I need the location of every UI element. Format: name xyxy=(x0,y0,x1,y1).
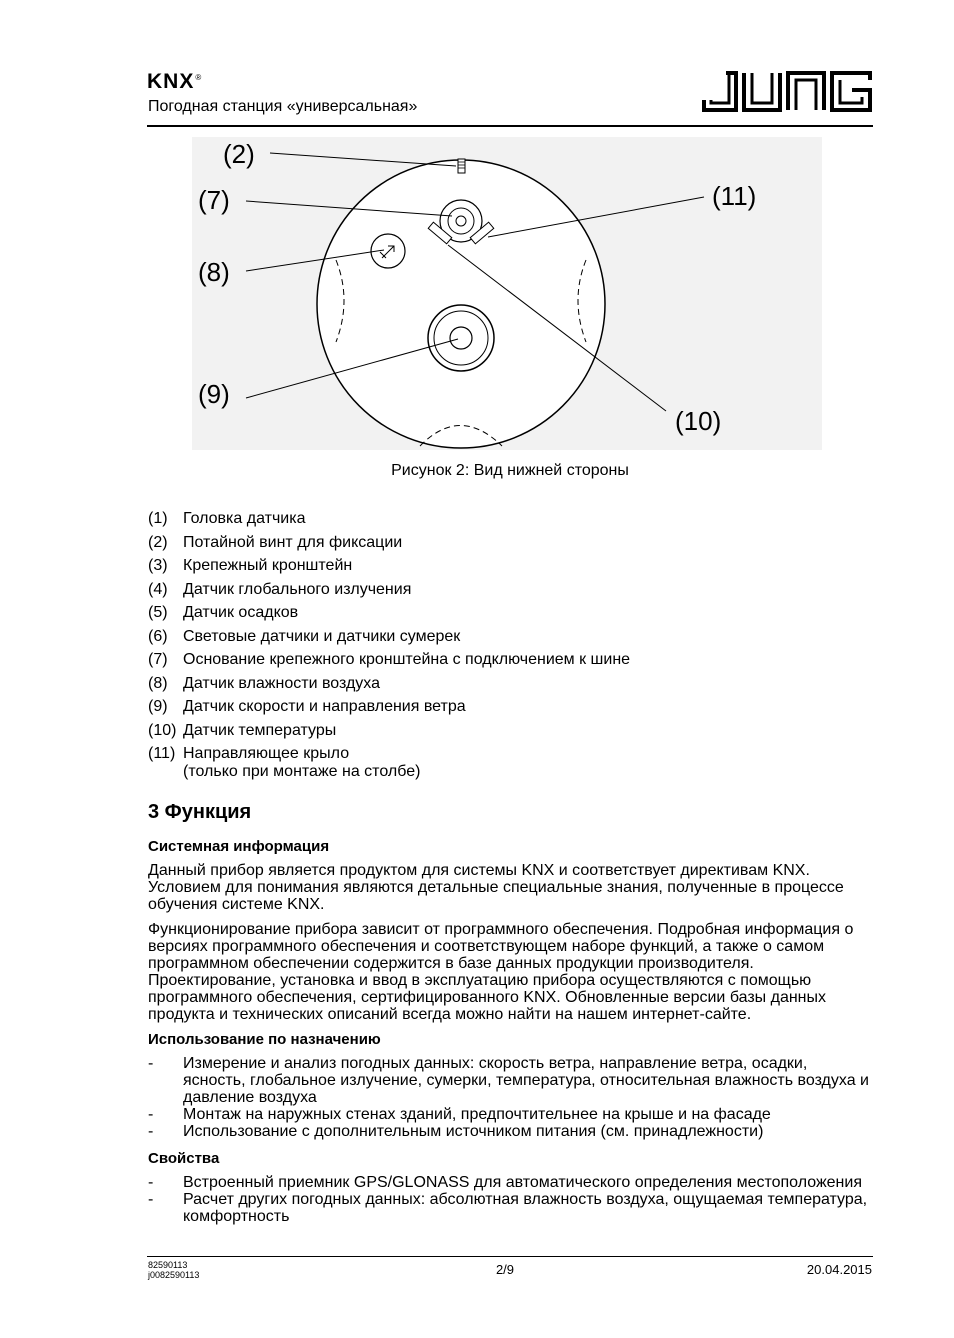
legend-item xyxy=(148,557,868,575)
legend-item xyxy=(148,510,868,528)
legend-item xyxy=(148,628,868,646)
footer-date: 20.04.2015 xyxy=(806,1262,872,1277)
page-number: 2/9 xyxy=(495,1262,515,1277)
legend-number: (3) xyxy=(148,557,168,574)
legend-text: Датчик глобального излучения xyxy=(183,580,412,598)
section-title: 3 Функция xyxy=(148,801,252,823)
legend-item xyxy=(148,698,868,716)
legend-text: Направляющее крыло (только при монтаже на столбе) xyxy=(183,745,421,780)
sysinfo-paragraph-2: Функционирование прибора зависит от программного обеспечения. Подробная информация о версиях программного обеспечения и соответствующем наборе функций, а также о самом программном обеспечении содержится в базе данных продукции производителя. Проектирование, установка и ввод в эксплуатацию прибора осуществляются с помощью программного обеспечения, сертифицированного KNX. Обновленные версии базы данных продукта и технических описаний всегда можно найти на нашем интернет-сайте. xyxy=(148,921,854,1023)
page-header-title: Погодная станция «универсальная» xyxy=(148,98,418,115)
legend-number: (2) xyxy=(148,533,168,551)
set-screw xyxy=(458,159,465,173)
leader-2 xyxy=(270,153,456,166)
properties-list-item xyxy=(148,1174,870,1191)
callout-7: (7) xyxy=(198,185,230,215)
usage-list xyxy=(148,1055,870,1140)
legend-item xyxy=(148,604,868,622)
footer-divider xyxy=(147,1256,873,1257)
sysinfo-heading: Системная информация xyxy=(148,838,330,855)
legend-item xyxy=(148,722,868,740)
callout-9: (9) xyxy=(198,379,230,409)
legend-item xyxy=(148,651,868,669)
legend-number: (10) xyxy=(148,721,177,739)
bullet-text: Расчет других погодных данных: абсолютная влажность воздуха, ощущаемая температура, комфортность xyxy=(183,1191,868,1225)
bullet-text: Встроенный приемник GPS/GLONASS для автоматического определения местоположения xyxy=(183,1174,862,1191)
bullet-dash: - xyxy=(148,1123,154,1140)
legend-text: Датчик осадков xyxy=(183,604,299,621)
callout-10: (10) xyxy=(675,406,722,436)
parts-legend xyxy=(148,510,868,787)
section-function xyxy=(148,800,870,1235)
usage-list-item xyxy=(148,1106,870,1123)
legend-text: Основание крепежного кронштейна с подключением к шине xyxy=(183,651,631,668)
legend-number: (7) xyxy=(148,651,168,668)
legend-text: Потайной винт для фиксации xyxy=(183,533,403,551)
bullet-dash: - xyxy=(148,1055,154,1072)
callout-2: (2) xyxy=(223,139,255,169)
usage-list-item xyxy=(148,1055,870,1106)
legend-number: (5) xyxy=(148,604,168,621)
legend-text: Датчик температуры xyxy=(183,721,337,739)
legend-item xyxy=(148,745,868,781)
properties-list-item xyxy=(148,1191,870,1225)
properties-list xyxy=(148,1174,870,1225)
bullet-text: Использование с дополнительным источником питания (см. принадлежности) xyxy=(183,1123,764,1140)
usage-heading: Использование по назначению xyxy=(148,1031,381,1048)
legend-item xyxy=(148,581,868,599)
usage-list-item xyxy=(148,1123,870,1140)
properties-heading: Свойства xyxy=(148,1150,220,1167)
knx-label: KNX xyxy=(147,70,195,93)
legend-item xyxy=(148,534,868,552)
figure-caption: Рисунок 2: Вид нижней стороны xyxy=(391,462,629,479)
legend-number: (9) xyxy=(148,698,168,715)
callout-11: (11) xyxy=(712,181,757,211)
sysinfo-paragraph-1: Данный прибор является продуктом для системы KNX и соответствует директивам KNX. Условием для понимания являются детальные специальные знания, полученные в процессе обучения системе KNX. xyxy=(148,862,844,913)
legend-text: Датчик скорости и направления ветра xyxy=(183,698,466,715)
legend-text: Головка датчика xyxy=(183,510,306,527)
bus-connector xyxy=(456,216,466,226)
callout-8: (8) xyxy=(198,257,230,287)
legend-number: (11) xyxy=(148,745,176,762)
registered-mark: ® xyxy=(195,73,203,82)
bullet-dash: - xyxy=(148,1174,154,1191)
footer-article-code: 82590113 xyxy=(148,1260,188,1270)
legend-item xyxy=(148,675,868,693)
legend-number: (6) xyxy=(148,627,168,645)
bullet-dash: - xyxy=(148,1191,154,1208)
bullet-text: Измерение и анализ погодных данных: скорость ветра, направление ветра, осадки, ясность, глобальное излучение, сумерки, температура, относительная влажность воздуха и давление воздуха xyxy=(183,1055,869,1106)
legend-number: (8) xyxy=(148,674,168,692)
legend-text: Световые датчики и датчики сумерек xyxy=(183,627,461,645)
footer-doc-code: j0082590113 xyxy=(148,1270,200,1280)
legend-number: (4) xyxy=(148,580,168,598)
legend-text: Крепежный кронштейн xyxy=(183,557,353,574)
bottom-view-diagram xyxy=(0,0,954,460)
bullet-dash: - xyxy=(148,1106,154,1123)
bullet-text: Монтаж на наружных стенах зданий, предпочтительнее на крыше и на фасаде xyxy=(183,1106,771,1123)
legend-text: Датчик влажности воздуха xyxy=(183,674,381,692)
legend-number: (1) xyxy=(148,510,168,527)
